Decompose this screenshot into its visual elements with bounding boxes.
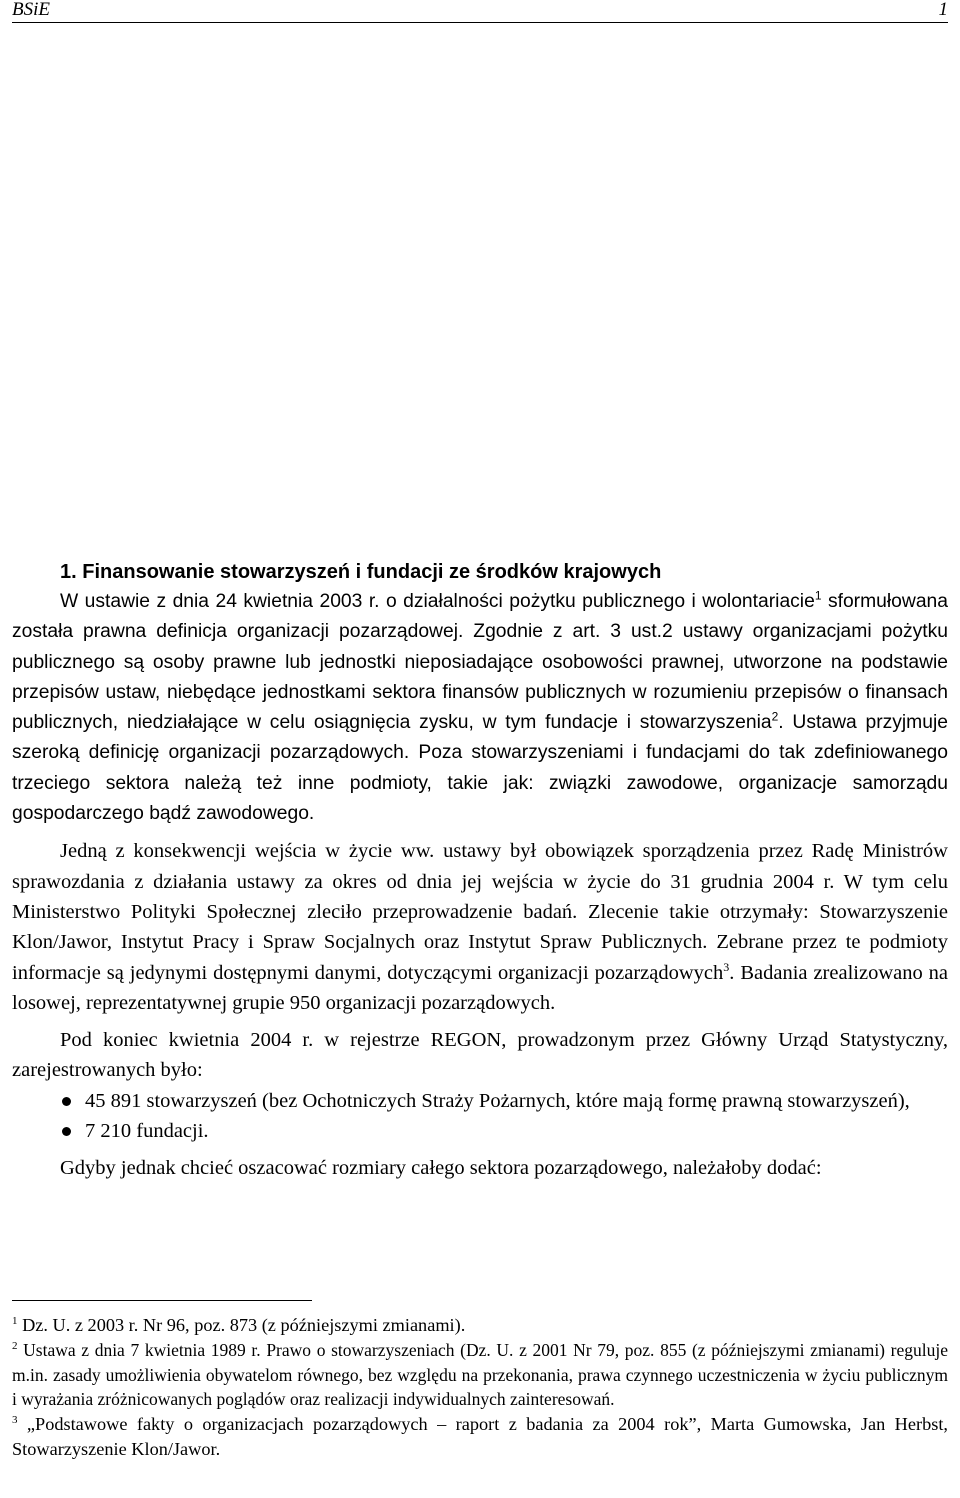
footnote-divider [12, 1300, 312, 1301]
footnote-ref-1[interactable]: 1 [814, 588, 822, 603]
footnote-ref-2[interactable]: 2 [771, 709, 779, 724]
page-number: 1 [938, 0, 948, 20]
list-item-text: 7 210 fundacji. [85, 1120, 209, 1143]
paragraph-regon: Pod koniec kwietnia 2004 r. w rejestrze REGON, prowadzonym przez Główny Urząd Statystyczny, zarejestrowanych było: [12, 1029, 948, 1082]
footnote-ref-3[interactable]: 3 [723, 959, 730, 974]
footnote-3 [12, 1412, 948, 1462]
list-item [12, 1086, 948, 1116]
paragraph-consequence [12, 836, 948, 1018]
bullet-icon [62, 1127, 71, 1136]
paragraph-text: W ustawie z dnia 24 kwietnia 2003 r. o działalności pożytku publicznego i wolontariacie [60, 591, 815, 612]
paragraph-definition [12, 587, 948, 829]
bullet-list [12, 1086, 948, 1147]
paragraph-text: Jedną z konsekwencji wejścia w życie ww. ustawy był obowiązek sporządzenia przez Radę Ministrów sprawozdania z działania ustawy za okres od dnia jej wejścia w życie do 31 grudnia 2004 r. W tym celu Ministerstwo Polityki Społecznej zleciło przeprowadzenie badań. Zlecenie takie otrzymały: Stowarzyszenie Klon/Jawor, Instytut Pracy i Spraw Socjalnych oraz Instytut Spraw Publicznych. Zebrane przez te podmioty informacje są jedynymi dostępnymi danymi, dotyczącymi organizacji pozarządowych [12, 840, 948, 984]
footnote-number: 3 [12, 1414, 18, 1427]
footnote-number: 1 [12, 1314, 18, 1327]
paragraph-text: . Badania zrealizowano na losowej, reprezentatywnej grupie 950 organizacji pozarządowych. [12, 961, 949, 1014]
section-heading: 1. Finansowanie stowarzyszeń i fundacji ze środków krajowych [60, 561, 662, 583]
main-content [12, 557, 948, 1184]
list-item [12, 1116, 948, 1146]
footnote-number: 2 [12, 1339, 18, 1352]
paragraph-estimate: Gdyby jednak chcieć oszacować rozmiary całego sektora pozarządowego, należałoby dodać: [60, 1157, 822, 1180]
footnote-text: Dz. U. z 2003 r. Nr 96, poz. 873 (z późniejszymi zmianami). [17, 1315, 466, 1335]
list-item-text: 45 891 stowarzyszeń (bez Ochotniczych Straży Pożarnych, które mają formę prawną stowarzyszeń), [85, 1089, 910, 1112]
footnote-1 [12, 1313, 948, 1338]
paragraph-text: . Ustawa przyjmuje szeroką definicję organizacji pozarządowych. Poza stowarzyszeniami i fundacjami do tak zdefiniowanego trzeciego sektora należą też inne podmioty, takie jak: związki zawodowe, organizacje samorządu gospodarczego bądź zawodowego. [12, 712, 948, 825]
header-title: BSiE [12, 0, 50, 20]
footnote-2 [12, 1338, 948, 1412]
page-header [12, 0, 948, 23]
footnotes [12, 1300, 948, 1462]
paragraph-text: sformułowana została prawna definicja organizacji pozarządowej. Zgodnie z art. 3 ust.2 ustawy organizacjami pożytku publicznego są osoby prawne lub jednostki nieposiadające osobowości prawnej, utworzone na podstawie przepisów ustaw, niebędące jednostkami sektora finansów publicznych w rozumieniu przepisów o finansach publicznych, niedziałające w celu osiągnięcia zysku, w tym fundacje i stowarzyszenia [12, 591, 948, 734]
footnote-text: „Podstawowe fakty o organizacjach pozarządowych – raport z badania za 2004 rok”, Marta Gumowska, Jan Herbst, Stowarzyszenie Klon/Jawor. [12, 1414, 948, 1459]
footnote-text: Ustawa z dnia 7 kwietnia 1989 r. Prawo o stowarzyszeniach (Dz. U. z 2001 Nr 79, poz. 855 (z późniejszymi zmianami) reguluje m.in. zasady umożliwienia obywatelom równego, bez względu na przekonania, prawa czynnego uczestniczenia w życiu publicznym i wyrażania zróżnicowanych poglądów oraz realizacji indywidualnych zainteresowań. [12, 1339, 948, 1410]
bullet-icon [62, 1097, 71, 1106]
